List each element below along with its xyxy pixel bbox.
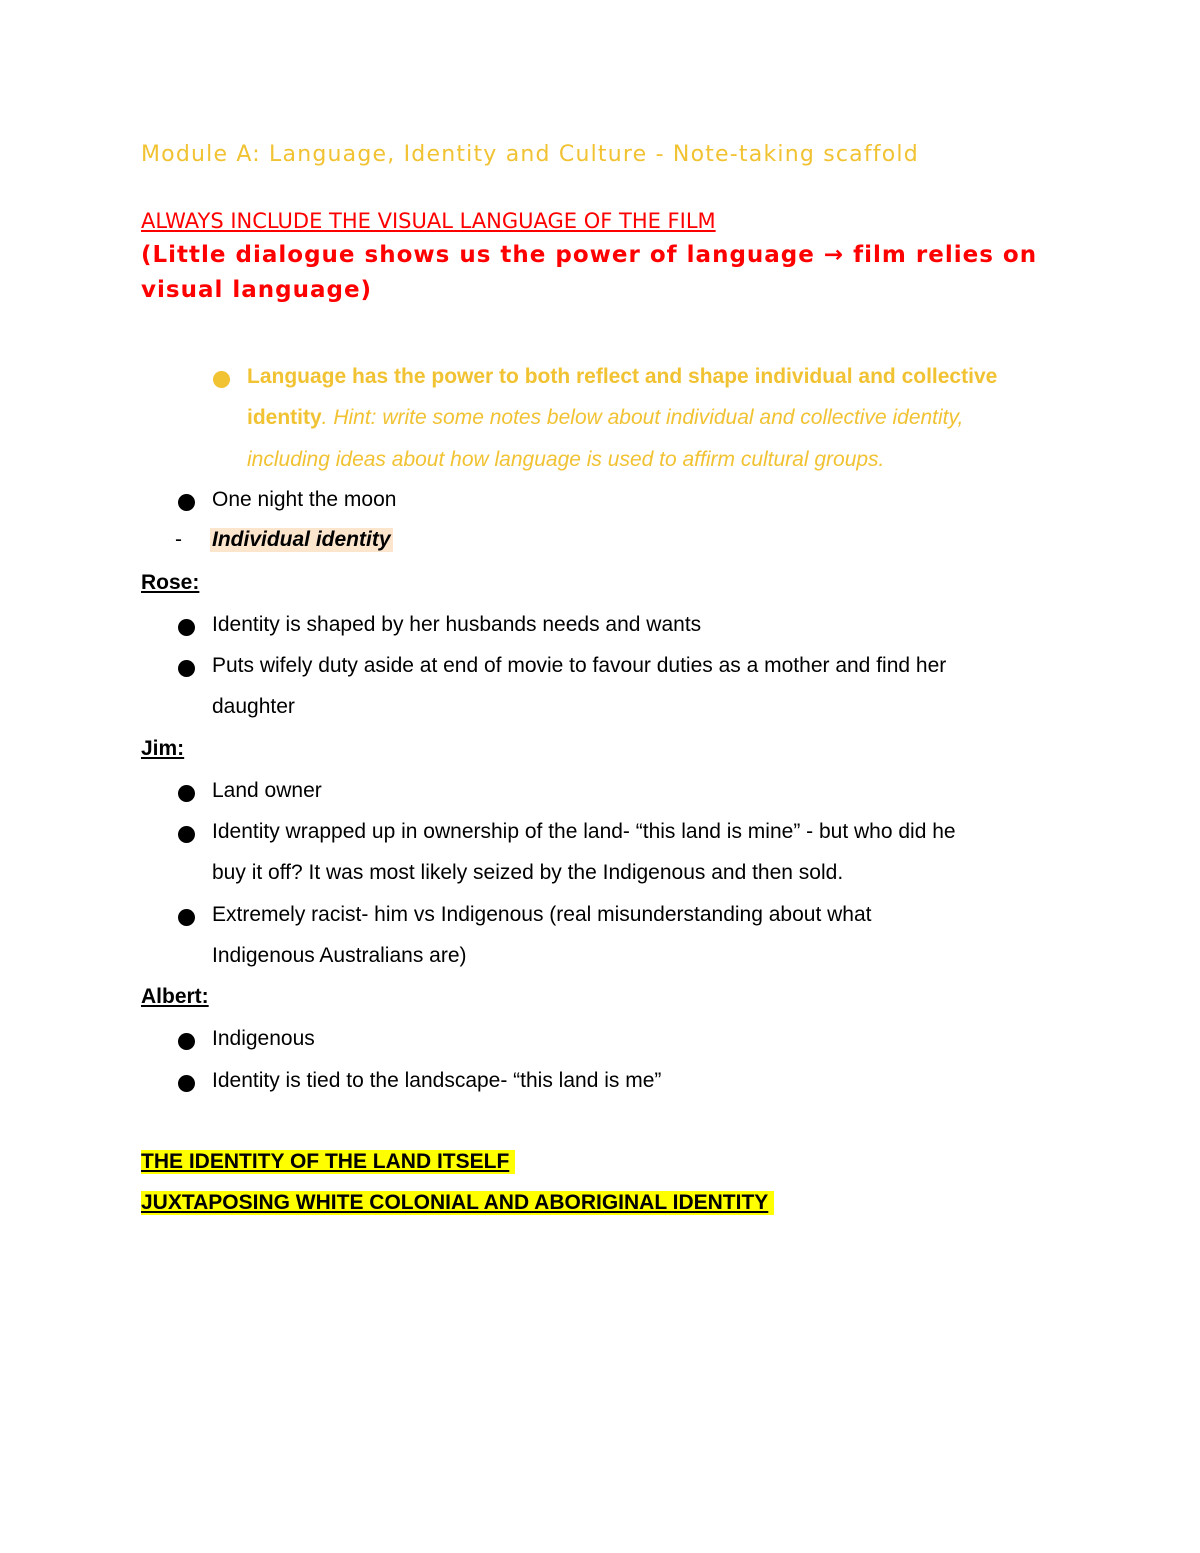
rose-heading: Rose: bbox=[141, 571, 200, 594]
bullet-icon bbox=[178, 909, 195, 926]
bullet-icon bbox=[178, 1033, 195, 1050]
visual-language-heading: ALWAYS INCLUDE THE VISUAL LANGUAGE OF THE FILM bbox=[141, 209, 716, 233]
dialogue-note-line-2: visual language) bbox=[141, 277, 373, 303]
bullet-icon bbox=[178, 494, 195, 511]
list-item-continuation: daughter bbox=[212, 695, 295, 718]
bullet-icon bbox=[178, 1075, 195, 1092]
language-prompt-line-1: Language has the power to both reflect and shape individual and collective bbox=[247, 365, 998, 388]
individual-identity-heading: Individual identity bbox=[212, 528, 391, 551]
dash-marker: - bbox=[175, 528, 182, 551]
list-item: Land owner bbox=[212, 779, 322, 802]
language-prompt-line-2 bbox=[247, 406, 963, 430]
albert-heading: Albert: bbox=[141, 985, 209, 1008]
list-item: Extremely racist- him vs Indigenous (real misunderstanding about what bbox=[212, 903, 872, 926]
film-title: One night the moon bbox=[212, 488, 397, 511]
list-item-continuation: Indigenous Australians are) bbox=[212, 944, 467, 967]
land-identity-heading: THE IDENTITY OF THE LAND ITSELF bbox=[141, 1150, 515, 1174]
bullet-icon bbox=[178, 785, 195, 802]
list-item: Identity is shaped by her husbands needs and wants bbox=[212, 613, 702, 636]
bullet-icon bbox=[178, 826, 195, 843]
hint-text: . Hint: write some notes below about individual and collective identity, bbox=[321, 406, 964, 429]
bullet-icon bbox=[178, 619, 195, 636]
jim-heading: Jim: bbox=[141, 737, 185, 760]
identity-word: identity bbox=[247, 406, 322, 429]
list-item: Puts wifely duty aside at end of movie to favour duties as a mother and find her bbox=[212, 654, 947, 677]
juxtaposing-identity-heading: JUXTAPOSING WHITE COLONIAL AND ABORIGINAL IDENTITY bbox=[141, 1191, 774, 1215]
list-item-continuation: buy it off? It was most likely seized by the Indigenous and then sold. bbox=[212, 861, 844, 884]
module-title: Module A: Language, Identity and Culture - Note-taking scaffold bbox=[141, 142, 919, 167]
list-item: Identity is tied to the landscape- “this land is me” bbox=[212, 1069, 662, 1092]
bullet-icon bbox=[178, 660, 195, 677]
bullet-icon bbox=[213, 371, 230, 388]
dialogue-note-line-1: (Little dialogue shows us the power of language → film relies on bbox=[141, 242, 1038, 268]
list-item: Identity wrapped up in ownership of the land- “this land is mine” - but who did he bbox=[212, 820, 956, 843]
list-item: Indigenous bbox=[212, 1027, 315, 1050]
language-prompt-line-3: including ideas about how language is used to affirm cultural groups. bbox=[247, 448, 885, 471]
